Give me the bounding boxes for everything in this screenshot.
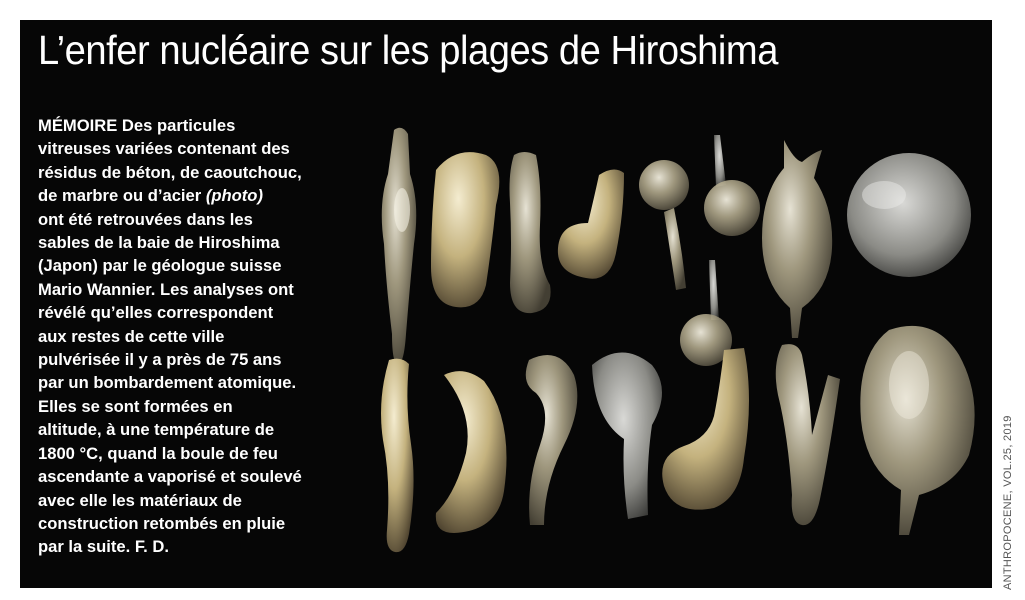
body-line-4: de marbre ou d’acier (photo) — [38, 186, 263, 206]
particle-16 — [860, 326, 974, 535]
body-line-13: Elles se sont formées en — [38, 396, 233, 416]
photo-reference: (photo) — [205, 186, 263, 206]
body-line-17: avec elle les matériaux de — [38, 490, 242, 510]
particle-10 — [381, 359, 414, 553]
particle-13 — [592, 353, 662, 520]
body-line-9: révélé qu’elles correspondent — [38, 303, 274, 323]
body-line-19: par la suite. F. D. — [38, 537, 169, 557]
particle-8 — [847, 153, 971, 277]
particle-4 — [558, 169, 624, 278]
body-line-5: ont été retrouvées dans les — [38, 209, 253, 229]
particle-5 — [639, 160, 689, 290]
article-lead: MÉMOIRE — [38, 116, 118, 135]
glass-particles-photo — [364, 100, 984, 560]
particle-12 — [526, 355, 578, 525]
body-line-16: ascendante a vaporisé et soulevé — [38, 467, 302, 487]
body-line-6: sables de la baie de Hiroshima — [38, 233, 280, 253]
body-line-8: Mario Wannier. Les analyses ont — [38, 279, 294, 299]
body-line-7: (Japon) par le géologue suisse — [38, 256, 282, 276]
photo-credit: ANTHROPOCENE, VOL.25, 2019 — [1002, 415, 1014, 590]
body-line-1: MÉMOIRE Des particules — [38, 116, 236, 135]
body-line-10: aux restes de cette ville — [38, 326, 225, 346]
particle-14 — [662, 348, 749, 510]
body-line-11: pulvérisée il y a près de 75 ans — [38, 350, 282, 370]
particle-11 — [436, 371, 507, 533]
body-line-12: par un bombardement atomique. — [38, 373, 297, 393]
particle-2 — [431, 152, 499, 307]
body-line-15: 1800 °C, quand la boule de feu — [38, 443, 278, 463]
particle-3 — [510, 152, 551, 313]
particle-7 — [762, 140, 832, 338]
particle-1 — [382, 128, 417, 364]
body-line-14: altitude, à une température de — [38, 420, 275, 440]
particle-15 — [776, 344, 840, 525]
body-line-3: résidus de béton, de caoutchouc, — [38, 162, 302, 182]
article-body — [38, 114, 368, 559]
article-title: L’enfer nucléaire sur les plages de Hiroshima — [38, 27, 778, 73]
particle-6 — [704, 135, 760, 236]
body-line-18: construction retombés en pluie — [38, 513, 286, 533]
body-line-2: vitreuses variées contenant des — [38, 139, 290, 159]
